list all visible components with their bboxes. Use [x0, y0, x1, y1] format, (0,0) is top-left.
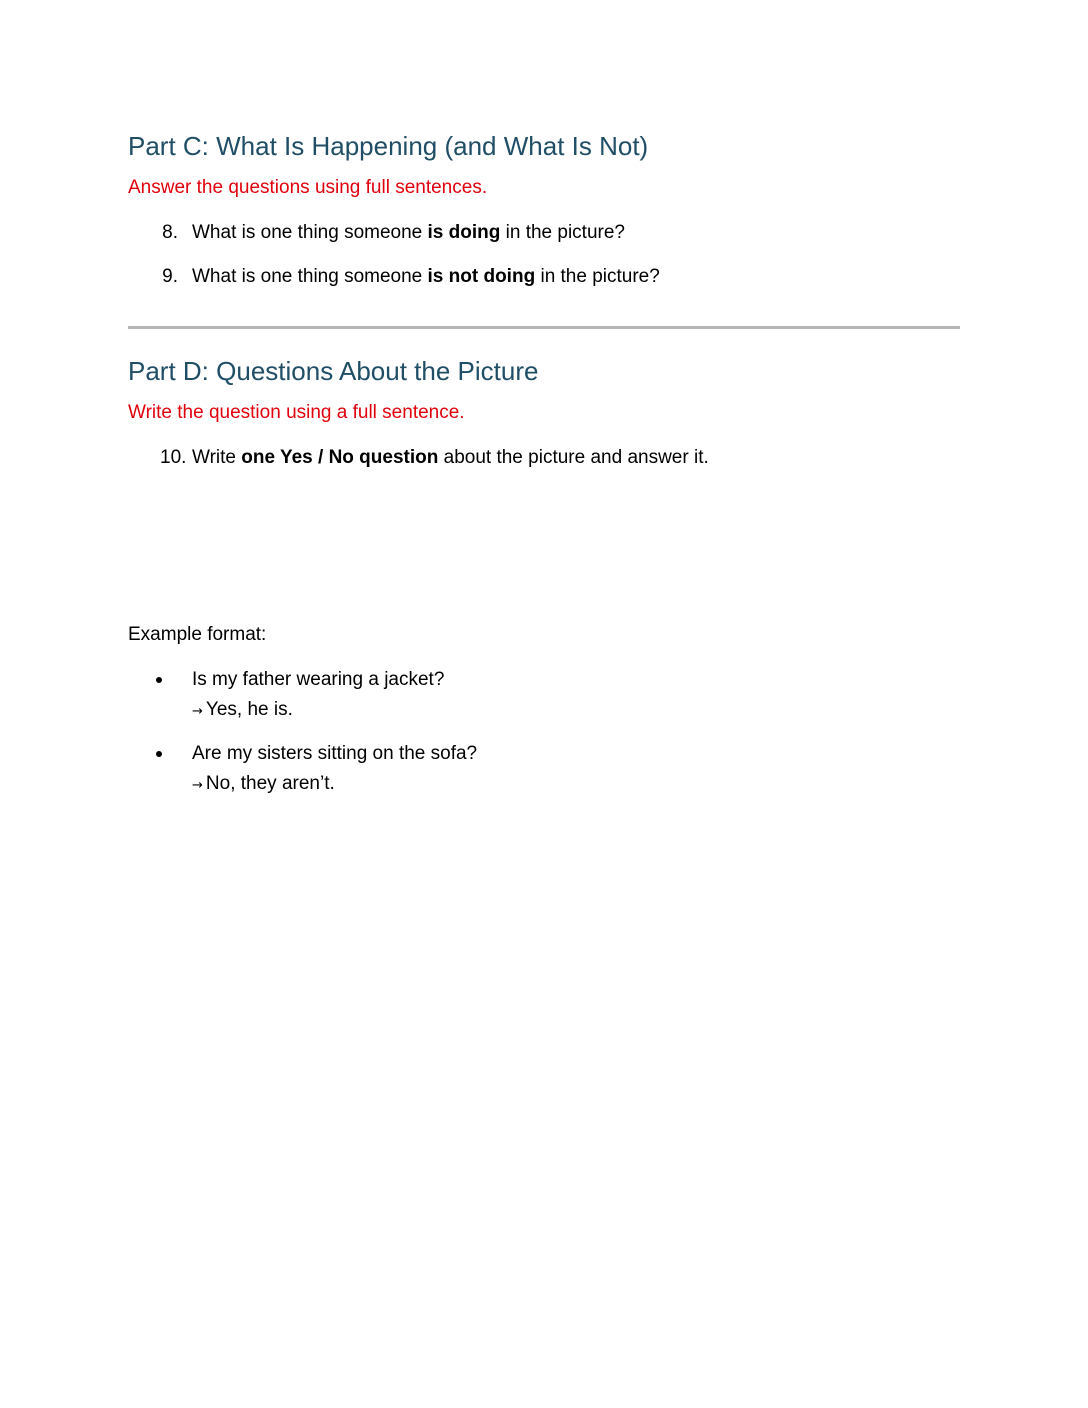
arrow-right-icon: →	[192, 778, 203, 793]
part-d-instruction: Write the question using a full sentence.	[128, 402, 465, 423]
question-text-bold: is not doing	[427, 266, 536, 287]
question-text-before: What is one thing someone	[192, 266, 428, 287]
part-c-heading: Part C: What Is Happening (and What Is Not)	[128, 131, 649, 161]
question-text-bold: is doing	[427, 222, 501, 243]
question-item-9	[128, 264, 968, 290]
arrow-right-icon: →	[192, 704, 203, 719]
example-answer-line	[192, 769, 477, 799]
example-answer: No, they aren’t.	[205, 773, 335, 794]
part-c-instruction: Answer the questions using full sentences.	[128, 177, 488, 198]
example-text	[192, 665, 444, 725]
question-number: 8.	[162, 222, 178, 243]
question-text-bold: one Yes / No question	[241, 447, 439, 468]
question-text-before: What is one thing someone	[192, 222, 428, 243]
question-text-after: in the picture?	[500, 222, 625, 243]
question-item-10	[128, 445, 968, 471]
example-question: Is my father wearing a jacket?	[192, 669, 445, 690]
example-question: Are my sisters sitting on the sofa?	[192, 743, 478, 764]
question-text	[192, 220, 625, 246]
question-item-8	[128, 220, 968, 246]
example-label: Example format:	[128, 624, 267, 645]
question-text	[192, 445, 709, 471]
question-text-after: in the picture?	[535, 266, 660, 287]
question-number: 10.	[160, 447, 187, 468]
bullet-icon	[156, 751, 162, 757]
question-number: 9.	[162, 266, 178, 287]
question-text-before: Write	[192, 447, 242, 468]
part-d-heading: Part D: Questions About the Picture	[128, 356, 539, 386]
bullet-icon	[156, 677, 162, 683]
example-answer-line	[192, 695, 444, 725]
question-text-after: about the picture and answer it.	[438, 447, 709, 468]
example-answer: Yes, he is.	[205, 699, 293, 720]
section-divider	[128, 326, 960, 329]
example-text	[192, 739, 477, 799]
question-text	[192, 264, 660, 290]
